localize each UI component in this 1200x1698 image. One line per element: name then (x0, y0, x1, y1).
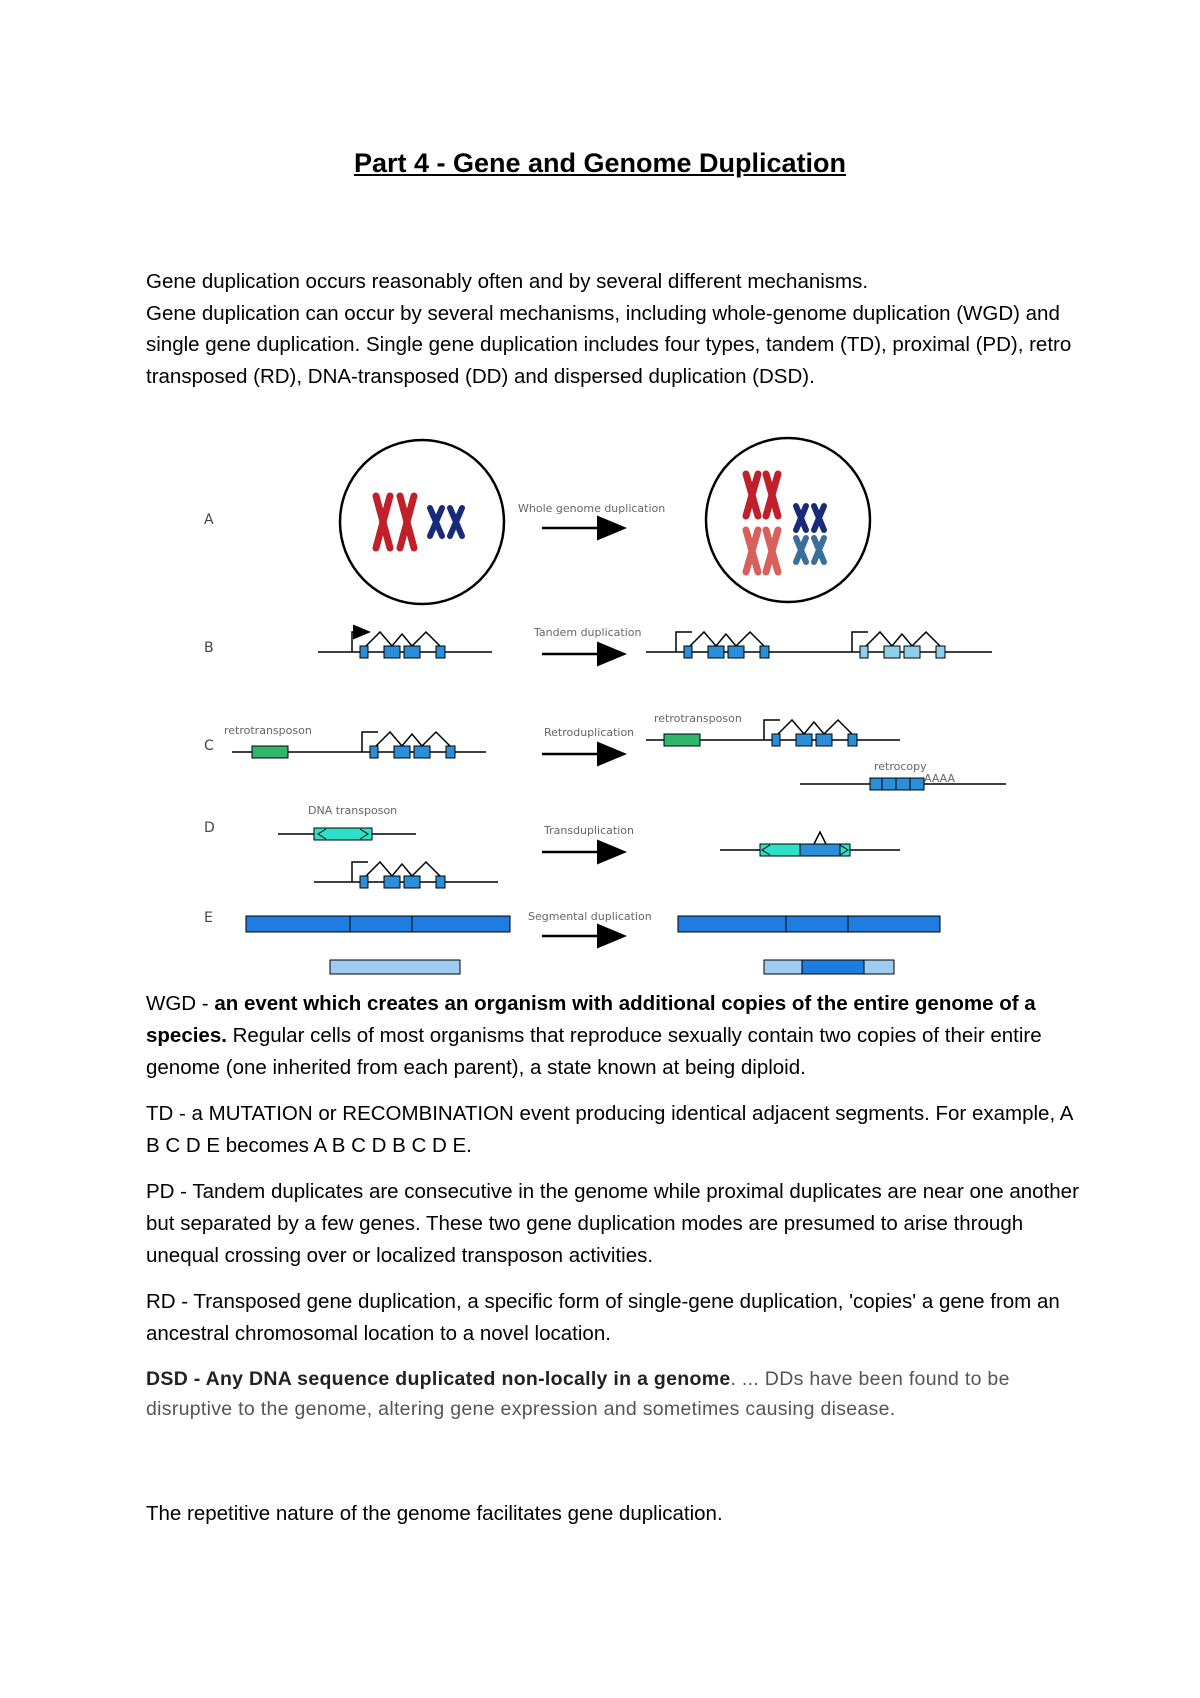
row-e-before (246, 916, 510, 974)
duplication-diagram (180, 420, 1020, 980)
dna-transposon-label: DNA transposon (308, 804, 398, 817)
arrow-label-segmental: Segmental duplication (528, 910, 652, 923)
intro-line-2: Gene duplication can occur by several mechanisms, including whole-genome duplication (WGD) and single gene duplication. Single gene duplication includes four types, tandem (TD), proximal (PD), retro transposed (RD), DNA-transposed (DD) and dispersed duplication (DSD). (146, 301, 1072, 388)
def-wgd-term: WGD - (146, 992, 215, 1015)
def-wgd (146, 988, 1086, 1084)
def-dsd-term: DSD - (146, 1368, 206, 1390)
polya-label: AAAA (924, 772, 956, 785)
retrocopy-label: retrocopy (874, 760, 927, 773)
row-label-e: E (204, 910, 213, 926)
page-title: Part 4 - Gene and Genome Duplication (353, 148, 847, 178)
def-pd: PD - Tandem duplicates are consecutive in the genome while proximal duplicates are near one another but separated by a few genes. These two gene duplication modes are presumed to arise through unequal crossing over or localized transposon activities. (146, 1180, 1079, 1267)
def-dsd (146, 1364, 1086, 1424)
closing-sentence: The repetitive nature of the genome facilitates gene duplication. (146, 1502, 723, 1525)
intro-paragraph (146, 266, 1086, 392)
arrow-label-trans: Transduplication (544, 824, 634, 837)
row-e-after (678, 916, 940, 974)
row-b-gene-before (318, 632, 492, 658)
def-wgd-bold: an event which creates an organism with additional copies of the entire genome of a species. (146, 992, 1036, 1047)
row-label-c: C (204, 738, 214, 754)
row-label-b: B (204, 640, 214, 656)
row-label-a: A (204, 512, 214, 528)
def-dsd-bold: Any DNA sequence duplicated non-locally in a genome (205, 1368, 731, 1390)
row-a-cell-after (706, 438, 870, 602)
def-dsd-rest: . ... DDs have been found to be disruptive to the genome, altering gene expression and sometimes causing disease. (146, 1368, 1010, 1420)
arrow-label-wgd: Whole genome duplication (518, 502, 666, 515)
row-d-after (720, 832, 900, 856)
row-b-gene-after (646, 632, 992, 658)
row-label-d: D (204, 820, 215, 836)
def-td: TD - a MUTATION or RECOMBINATION event producing identical adjacent segments. For example, A B C D E becomes A B C D B C D E. (146, 1102, 1073, 1157)
definitions (146, 988, 1086, 1438)
arrow-label-retro: Retroduplication (544, 726, 635, 739)
row-d-before (278, 828, 498, 888)
def-rd: RD - Transposed gene duplication, a specific form of single-gene duplication, 'copies' a gene from an ancestral chromosomal location to a novel location. (146, 1290, 1060, 1345)
def-wgd-rest: Regular cells of most organisms that reproduce sexually contain two copies of their entire genome (one inherited from each parent), a state known at being diploid. (146, 1024, 1042, 1079)
retrotransposon-label: retrotransposon (224, 724, 312, 737)
retrotransposon-after-label: retrotransposon (654, 712, 742, 725)
arrow-label-tandem: Tandem duplication (534, 626, 642, 639)
intro-line-1: Gene duplication occurs reasonably often and by several different mechanisms. (146, 270, 869, 293)
row-a-cell-before (340, 440, 504, 604)
